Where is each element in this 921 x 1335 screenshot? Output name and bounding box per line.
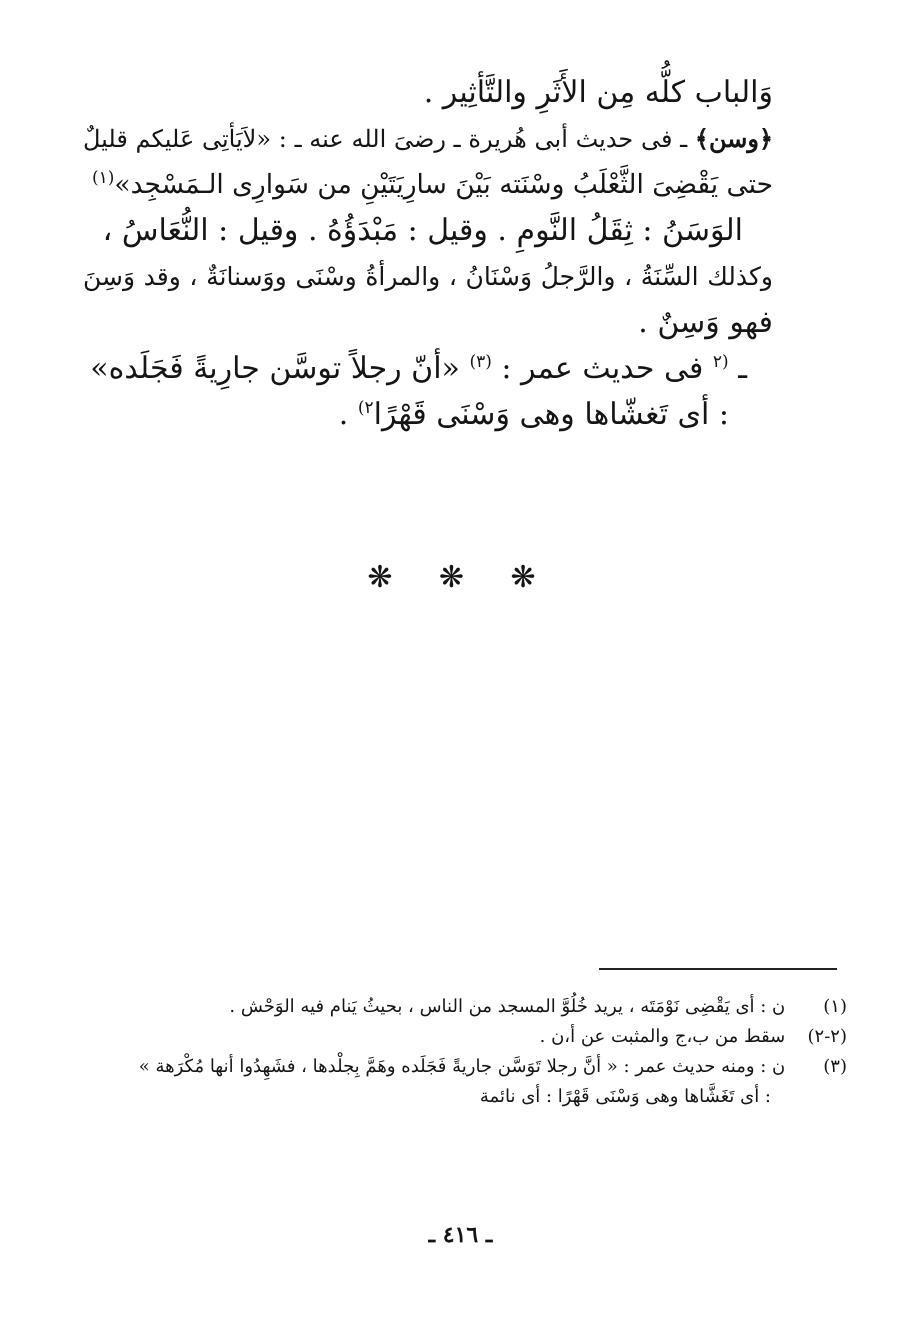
text-line-content: الوَسَنُ : ثِقَلُ النَّومِ . وقيل : مَبْدَؤُهُ . وقيل : النُّعَاسُ ، — [102, 213, 743, 248]
footnote-number: (١) — [823, 996, 847, 1017]
footnote — [67, 992, 847, 1022]
text-line-content: ـ — [728, 351, 747, 386]
text-line — [83, 392, 773, 438]
section-separator: ❋ ❋ ❋ — [367, 560, 554, 595]
page-number: ـ ٤١٦ ـ — [428, 1222, 493, 1248]
text-line-content: فى حديث عمر : — [491, 351, 713, 386]
text-line — [83, 300, 773, 346]
entry-heading: ﴿وسن﴾ — [694, 124, 773, 153]
footnote-marker: (١) — [91, 168, 115, 189]
text-line — [83, 254, 773, 300]
footnote-text: سقط من ب،ج والمثبت عن أ،ن . — [539, 1026, 786, 1047]
text-line-content: فهو وَسِنٌ . — [638, 305, 773, 340]
main-text — [83, 70, 773, 438]
footnote-text: ن : أى يَقْضِى نَوْمَتَه ، يريد خُلُوَّ المسجد من الناس ، بحيثُ يَنام فيه الوَحْش . — [229, 996, 786, 1017]
text-line — [83, 70, 773, 116]
footnote — [67, 1052, 847, 1082]
text-line — [83, 162, 773, 208]
text-line-content: : أى تَغشّاها وهى وَسْنَى قَهْرًا — [373, 397, 729, 432]
text-line-content: وكذلك السِّنَةُ ، والرَّجلُ وَسْنَانُ ، والمرأةُ وسْنَى ووَسنانَةٌ ، وقد وَسِنَ — [83, 262, 773, 291]
footnote-text: ن : ومنه حديث عمر : « أنَّ رجلا تَوَسَّن جاريةً فَجَلَده وهَمَّ بِجلْدها ، فشَهِدُوا أنها مُكْرَهة » — [138, 1056, 786, 1077]
footnote-marker: (٢ — [712, 352, 729, 372]
footnote-text: : أى تَغَشَّاها وهى وَسْنَى قَهْرًا : أى نائمة — [479, 1086, 771, 1107]
footnotes — [67, 992, 847, 1112]
footnote-continuation — [67, 1082, 847, 1112]
footnote — [67, 1022, 847, 1052]
text-line-content: . — [338, 397, 358, 432]
text-line-content: ـ فى حديث أبى هُريرة ـ رضىَ الله عنه ـ : «لاَيَأتِى عَليكم قليلٌ — [83, 125, 695, 153]
entry-line — [83, 116, 773, 162]
text-line-content: حتى يَقْضِىَ الثَّعْلَبُ وسْنَته بَيْنَ سارِيَتَيْنِ من سَوارِى الـمَسْجِد» — [114, 169, 773, 200]
text-line — [83, 208, 773, 254]
footnote-number: (٢-٢) — [807, 1026, 847, 1047]
footnote-number: (٣) — [823, 1056, 847, 1077]
footnote-marker: (٣) — [469, 352, 492, 372]
text-line-content: وَالباب كلُّه مِن الأَثَرِ والتَّأثِير . — [423, 75, 773, 110]
footnote-marker: ٢) — [357, 398, 374, 418]
footnote-divider — [599, 968, 837, 970]
text-line-content: «أنّ رجلاً توسَّن جارِيةً فَجَلَده» — [90, 351, 470, 386]
text-line — [83, 346, 773, 392]
